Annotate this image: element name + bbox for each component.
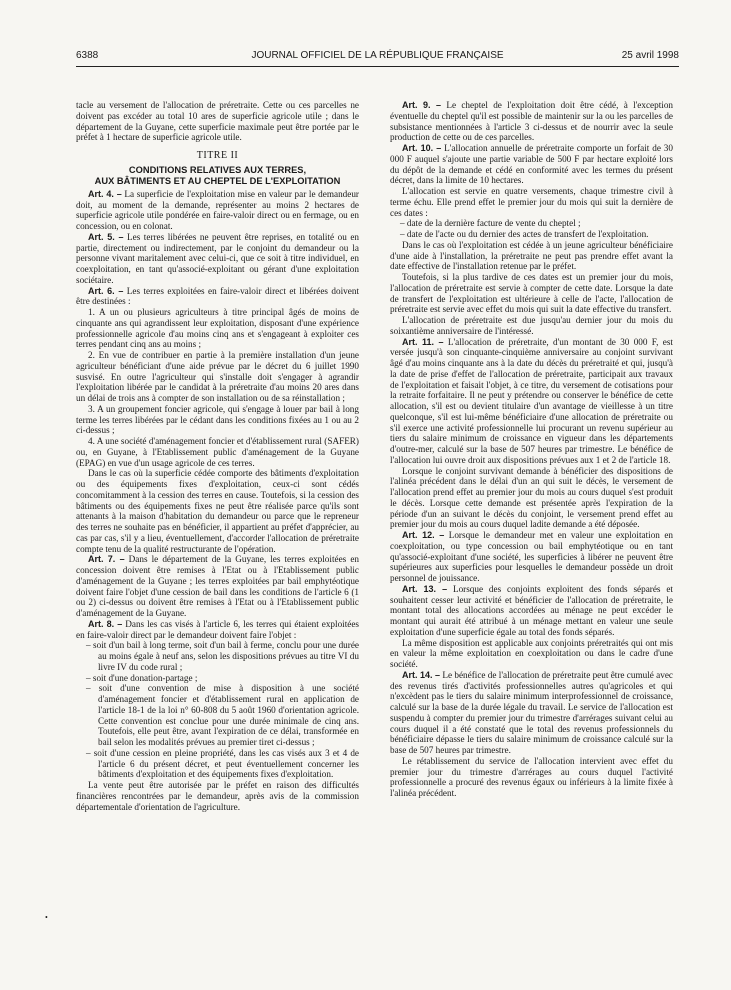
article-10-text: L'allocation annuelle de préretraite comporte un forfait de 30 000 F auquel s'ajoute une partie variable de 500 F par hectare exploité lors du dépôt de la demande et cédé en conformité avec les termes du présent décret, dans la limite de 10 hectares. [390,143,673,186]
article-8-paragraph: La vente peut être autorisée par le préfet en raison des difficultés financières rencontrées par le demandeur, après avis de la commission départementale d'orientation de l'agriculture. [76,780,359,812]
article-6-item: 2. En vue de contribuer en partie à la première installation d'un jeune agriculteur bénéficiant d'une aide prévue par le décret du 6 juillet 1990 susvisé. En outre l'agriculteur qui s'installe doit s'engager à agrandir l'exploitation libérée par le candidat à la préretraite d'au moins 20 ares dans un délai de trois ans à compter de son installation ou de sa réinstallation ; [76,350,359,403]
article-10-label: Art. 10. – [402,143,442,153]
article-4-text: La superficie de l'exploitation mise en valeur par le demandeur doit, au moment de la demande, représenter au moins 2 hectares de superficie agricole utile pondérée en faire-valoir direct ou en fermage, ou en concession, ou en colonat. [76,188,359,231]
article-4-label: Art. 4. – [88,188,122,199]
article-8-item: – soit d'une convention de mise à disposition à une société d'aménagement foncier et d'établissement rural en application de l'article 18-1 de la loi n° 60-808 du 5 août 1960 d'orientation agricole. Cette convention est conclue pour une durée minimale de cinq ans. Toutefois, elle peut être, avant l'expiration de ce délai, transformée en bail selon les modalités prévues au premier tiret ci-dessus ; [86,683,359,747]
article-7 [76,554,359,619]
article-10-item: – date de la dernière facture de vente du cheptel ; [400,218,581,229]
article-9 [390,100,673,143]
article-12-label: Art. 12. – [402,530,445,540]
article-10 [390,143,673,186]
article-8-text: Dans les cas visés à l'article 6, les terres qui étaient exploitées en faire-valoir direct par le demandeur doivent faire l'objet : [76,618,359,640]
article-14-text: Le bénéfice de l'allocation de préretraite peut être cumulé avec des revenus tirés d'activités professionnelles autres qu'agricoles et qui n'excèdent pas le tiers du salaire minimum interprofessionnel de croissance, calculé sur la base de la durée légale du travail. Le service de l'allocation est suspendu à compter du premier jour du trimestre d'arrérages suivant celui au cours duquel il a été constaté que le total des revenus professionnels du bénéficiaire dépasse le tiers du salaire minimum de croissance calculé sur la base de 507 heures par trimestre. [390,669,673,755]
article-10-paragraph: L'allocation de préretraite est due jusqu'au dernier jour du mois du soixantième anniversaire de l'intéressé. [390,315,673,336]
article-4 [76,189,359,232]
intro-paragraph: tacle au versement de l'allocation de préretraite. Cette ou ces parcelles ne doivent pas excéder au total 10 ares de superficie agricole utile ; dans le département de la Guyane, cette superficie maximale peut être portée par le préfet à 1 hectare de superficie agricole utile. [76,100,359,143]
article-12-text: Lorsque le demandeur met en valeur une exploitation en coexploitation, ou type concession ou bail emphytéotique ou en tant qu'associé-exploitant d'une société, les superficies à libérer ne peuvent être supérieures aux superficies pour lesquelles le demandeur possède un droit personnel de jouissance. [390,530,673,583]
article-6-item: 1. A un ou plusieurs agriculteurs à titre principal âgés de moins de cinquante ans qui agrandissent leur exploitation, disposant d'une expérience professionnelle agricole d'au moins cinq ans et s'engageant à exploiter ces terres pendant cinq ans au moins ; [76,307,359,350]
article-5 [76,232,359,286]
article-13 [390,584,673,638]
page-header [76,50,679,66]
article-9-label: Art. 9. – [402,100,442,110]
header-rule [76,66,679,67]
article-14 [390,670,673,756]
page-number: 6388 [76,50,99,61]
publication-date: 25 avril 1998 [621,50,679,61]
titre-heading: TITRE II [196,150,239,161]
article-8-item: – soit d'une cession en pleine propriété, dans les cas visés aux 3 et 4 de l'article 6 du présent décret, et peut éventuellement concerner les bâtiments d'exploitation et des équipements fixes d'exploitation. [86,747,359,780]
article-10-paragraph: L'allocation est servie en quatre versements, chaque trimestre civil à terme échu. Elle prend effet le premier jour du mois qui suit la dernière de ces dates : [390,186,673,218]
article-13-text: Lorsque des conjoints exploitent des fonds séparés et souhaitent cesser leur activité et bénéficier de l'allocation de préretraite, le montant total des allocations accordées au ménage ne peut excéder le montant qui aurait été attribué à un ménage mettant en valeur une seule exploitation d'une superficie égale au total des fonds séparés. [390,583,673,637]
journal-title: JOURNAL OFFICIEL DE LA RÉPUBLIQUE FRANÇAISE [251,50,504,61]
article-9-text: Le cheptel de l'exploitation doit être cédé, à l'exception éventuelle du cheptel qu'il est possible de maintenir sur la ou les parcelles de subsistance mentionnées à l'article 3 ci-dessus et de nourrir avec la seule production de cette ou de ces parcelles. [390,100,673,143]
article-6-item: 3. A un groupement foncier agricole, qui s'engage à louer par bail à long terme les terres libérées par le cédant dans les conditions fixées au 1 ou au 2 ci-dessus ; [76,403,359,436]
article-10-item: – date de l'acte ou du dernier des actes de transfert de l'exploitation. [400,229,649,239]
article-6-text: Les terres exploitées en faire-valoir direct et libérées doivent être destinées : [76,285,359,307]
left-column [76,100,359,960]
article-11-label: Art. 11. – [402,336,444,347]
right-column [390,100,673,960]
article-6-label: Art. 6. – [88,285,124,296]
article-11-text: L'allocation de préretraite, d'un montant de 30 000 F, est versée jusqu'à son cinquante-cinquième anniversaire au conjoint survivant âgé d'au moins cinquante ans à la date du décès du préretraité et qui, jusqu'à la date de prise d'effet de l'allocation de préretraite, participait aux travaux de l'exploitation et faisait l'objet, à ce titre, du versement de cotisations pour la retraite forfaitaire. Il ne peut y prétendre ou conserver le bénéfice de cette allocation, s'il est ou devient titulaire d'un avantage de vieillesse à un titre quelconque, s'il est lui-même bénéficiaire d'une allocation de préretraite ou s'il exerce une activité professionnelle lui procurant un revenu supérieur au tiers du salaire minimum de croissance en vigueur dans les départements d'outre-mer, calculé sur la base de 507 heures par trimestre. Le bénéfice de l'allocation lui ouvre droit aux dispositions prévues aux 1 et 2 de l'article 18. [390,336,673,465]
article-12 [390,530,673,584]
article-10-paragraph: Dans le cas où l'exploitation est cédée à un jeune agriculteur bénéficiaire d'une aide à l'installation, la préretraite ne peut pas prendre effet avant la date effective de l'installation retenue par le préfet. [390,239,673,272]
article-7-text: Dans le département de la Guyane, les terres exploitées en concession doivent être remises à l'Etat ou à l'Etablissement public d'aménagement de la Guyane ; les terres exploitées par bail emphytéotique doivent faire l'objet d'une cession de bail dans les conditions de l'article 6 (1 ou 2) ci-dessus ou doivent être remises à l'Etat ou à l'Etablissement public d'aménagement de la Guyane. [76,554,359,618]
section-subtitle-line-2: AUX BÂTIMENTS ET AU CHEPTEL DE L'EXPLOITATION [94,175,341,186]
article-7-label: Art. 7. – [88,554,125,565]
article-6-item: 4. A une société d'aménagement foncier et d'établissement rural (SAFER) ou, en Guyane, à l'Etablissement public d'aménagement de la Guyane (EPAG) en vue d'un usage agricole de ces terres. [76,436,359,468]
article-5-text: Les terres libérées ne peuvent être reprises, en totalité ou en partie, directement ou indirectement, par le conjoint du demandeur ou la personne vivant maritalement avec celui-ci, que ce soit à titre individuel, en coexploitation, en tant qu'associé-exploitant ou gérant d'une exploitation sociétaire. [76,231,359,285]
article-6 [76,286,359,308]
section-subtitle-line-1: CONDITIONS RELATIVES AUX TERRES, [128,164,307,175]
article-13-label: Art. 13. – [402,583,448,594]
article-8-item: – soit d'un bail à long terme, soit d'un bail à ferme, conclu pour une durée au moins égale à neuf ans, selon les dispositions prévues au titre VI du livre IV du code rural ; [86,640,359,672]
article-5-label: Art. 5. – [88,231,124,242]
article-6-paragraph: Dans le cas où la superficie cédée comporte des bâtiments d'exploitation ou des équipements fixes d'exploitation, ceux-ci sont cédés concomitamment à la cession des terres en cause. Toutefois, si la cession des bâtiments ou des équipements fixes ne peut être réalisée parce qu'ils sont attenants à la maison d'habitation du demandeur ou parce que le repreneur des terres ne souhaite pas en bénéficier, il appartient au préfet d'apprécier, au cas par cas, s'il y a lieu, éventuellement, d'accorder l'allocation de préretraite compte tenu de la qualité restructurante de l'opération. [76,468,359,554]
article-10-paragraph: Toutefois, si la plus tardive de ces dates est un premier jour du mois, l'allocation de préretraite est servie à compter de cette date. Lorsque la date de transfert de l'exploitation est ultérieure à celle de l'acte, l'allocation de préretraite est servie avec effet du mois qui suit la date effective du transfert. [390,272,673,315]
section-subtitle [76,165,359,187]
article-8-item: – soit d'une donation-partage ; [86,672,198,683]
article-14-label: Art. 14. – [402,669,441,680]
article-11-paragraph: Lorsque le conjoint survivant demande à bénéficier des dispositions de l'alinéa précédent dans le délai d'un an qui suit le décès, le versement de l'allocation prend effet au premier jour du mois au cours duquel s'est produit le décès. Lorsque cette demande est présentée après l'expiration de la période d'un an suivant le décès du conjoint, le versement prend effet au premier jour du mois au cours duquel ladite demande a été déposée. [390,465,673,530]
article-14-paragraph: Le rétablissement du service de l'allocation intervient avec effet du premier jour du trimestre d'arrérages au cours duquel l'activité professionnelle a procuré des revenus égaux ou inférieurs à la limite fixée à l'alinéa précédent. [390,755,673,798]
article-11 [390,337,673,466]
margin-dot: • [45,913,48,922]
article-8 [76,619,359,641]
article-13-paragraph: La même disposition est applicable aux conjoints préretraités qui ont mis en valeur la même exploitation en coexploitation ou dans le cadre d'une société. [390,637,673,669]
article-8-label: Art. 8. – [88,618,123,629]
